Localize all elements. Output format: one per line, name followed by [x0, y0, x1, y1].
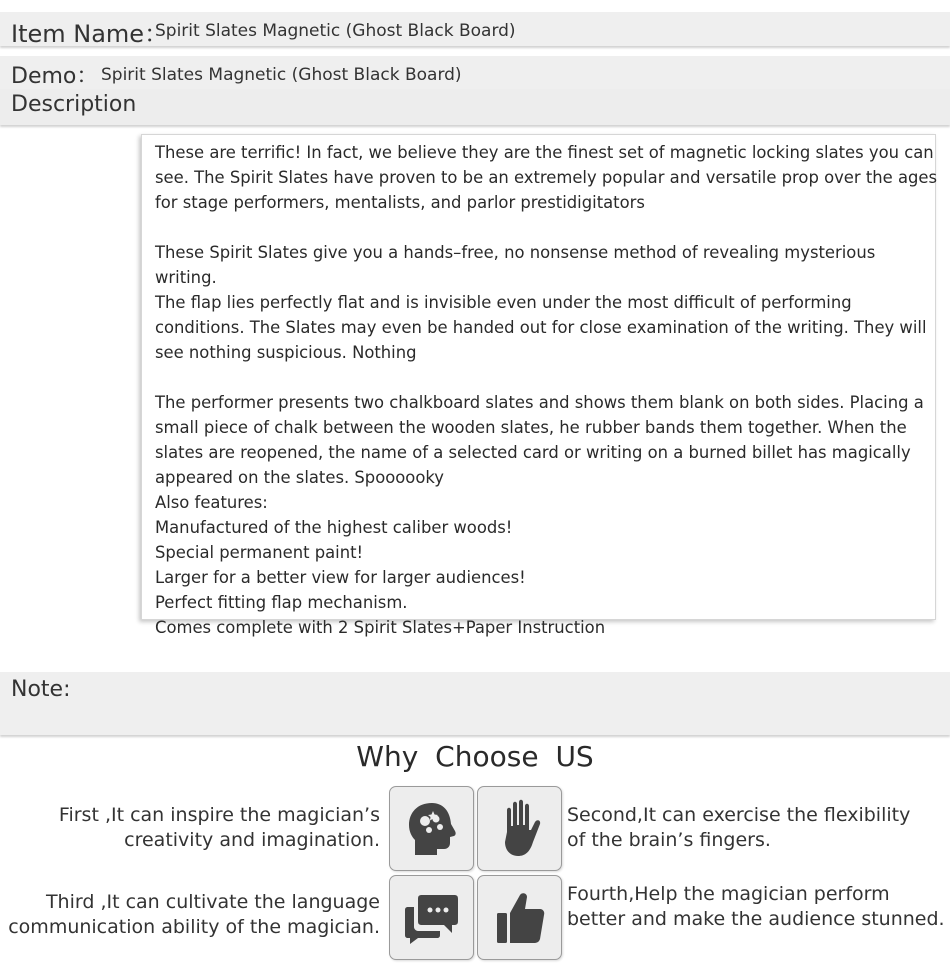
description-line: small piece of chalk between the wooden slates, he rubber bands them together. When the [155, 418, 907, 437]
demo-value: Spirit Slates Magnetic (Ghost Black Board) [101, 65, 462, 85]
feature-item: Special permanent paint! [155, 543, 364, 562]
feature-item: Comes complete with 2 Spirit Slates+Paper Instruction [155, 618, 606, 637]
description-line: appeared on the slates. Spoooooky [155, 468, 444, 487]
brain-icon [403, 799, 461, 859]
point-first: First ,It can inspire the magician’s creativity and imagination. [58, 804, 380, 851]
hand-icon [495, 798, 545, 860]
point-fourth: Fourth,Help the magician perform better and make the audience stunned. [567, 883, 945, 930]
thumb-tile [477, 875, 562, 960]
chat-tile [389, 875, 474, 960]
point-second: Second,It can exercise the flexibility of the brain’s fingers. [567, 804, 911, 851]
description-label: Description [11, 92, 137, 117]
item-name-value: Spirit Slates Magnetic (Ghost Black Board) [155, 21, 516, 41]
chat-icon [404, 891, 460, 945]
hand-tile [477, 786, 562, 871]
item-name-label: Item Name： [11, 20, 169, 48]
description-paragraph: These are terrific! In fact, we believe they are the finest set of magnetic locking slates you can see. The Spirit Slates have proven to be an extremely popular and versatile prop over the ages for stage performers, mentalists, and parlor prestidigitators [155, 143, 938, 212]
brain-tile [389, 786, 474, 871]
description-line: slates are reopened, the name of a selected card or writing on a burned billet has magically [155, 443, 911, 462]
feature-item: Larger for a better view for larger audiences! [155, 568, 526, 587]
feature-item: Perfect fitting flap mechanism. [155, 593, 408, 612]
feature-heading: Also features: [155, 493, 268, 512]
description-text [155, 140, 940, 640]
description-box [141, 134, 938, 637]
description-bar [0, 89, 950, 125]
demo-bar [0, 56, 950, 89]
feature-item: Manufactured of the highest caliber woods! [155, 518, 513, 537]
item-name-bar [0, 12, 950, 46]
thumbs-up-icon [494, 891, 546, 945]
note-bar [0, 672, 950, 735]
description-paragraph: These Spirit Slates give you a hands–free, no nonsense method of revealing mysterious writing. The flap lies perfectly flat and is invisible even under the most difficult of performing conditions. The Slates may even be handed out for close examination of the writing. They will see nothing suspicious. Nothing [155, 243, 927, 362]
why-choose-us-title: Why Choose US [356, 740, 594, 773]
point-third: Third ,It can cultivate the language communication ability of the magician. [8, 891, 380, 938]
description-line: The performer presents two chalkboard slates and shows them blank on both sides. Placing a [155, 393, 924, 412]
note-label: Note: [11, 677, 71, 702]
description-lines [155, 390, 940, 640]
demo-label: Demo： [11, 64, 99, 89]
